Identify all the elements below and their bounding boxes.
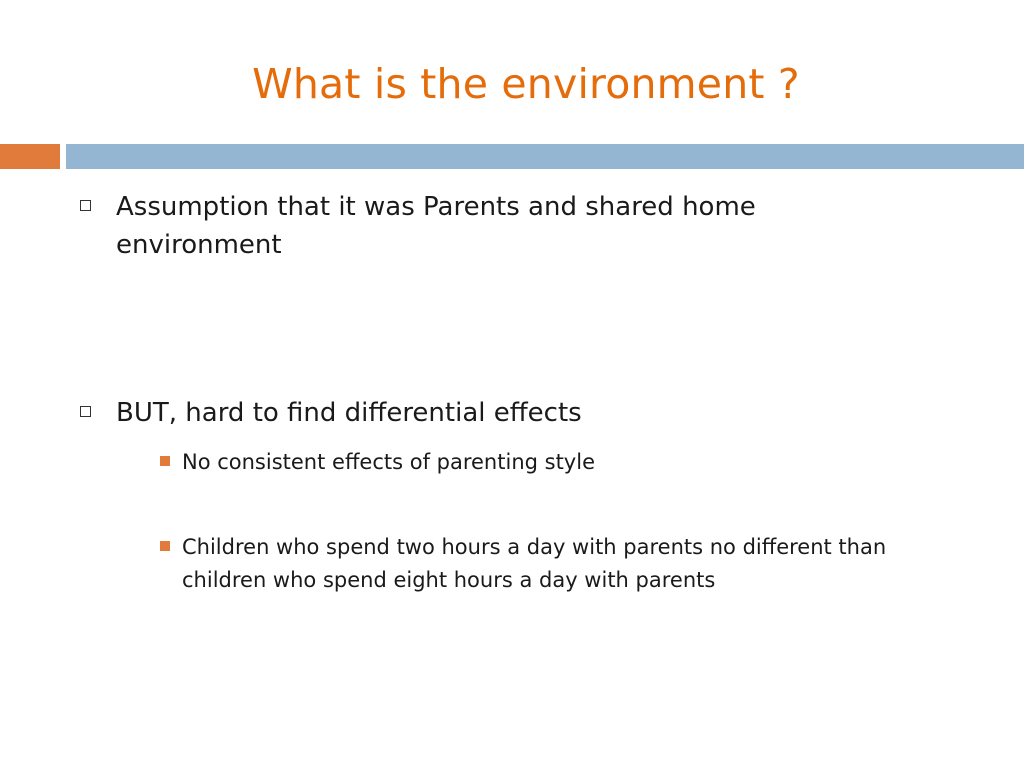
bullet-item [80,188,910,264]
sub-bullet-item [160,531,930,597]
hollow-square-bullet-icon [80,200,91,211]
bullet-item [80,394,910,432]
hollow-square-bullet-icon [80,406,91,417]
sub-bullet-text: Children who spend two hours a day with parents no different than children who spend eight hours a day with parents [182,535,887,592]
bullet-text: Assumption that it was Parents and shared home environment [116,192,756,260]
accent-band [0,144,60,169]
bullet-text: BUT, hard to find differential effects [116,398,582,428]
filled-square-bullet-icon [160,456,170,466]
filled-square-bullet-icon [160,541,170,551]
slide-title: What is the environment ? [252,60,800,108]
title-underline-band [66,144,1024,169]
sub-bullet-text: No consistent effects of parenting style [182,450,595,474]
sub-bullet-item [160,446,930,479]
